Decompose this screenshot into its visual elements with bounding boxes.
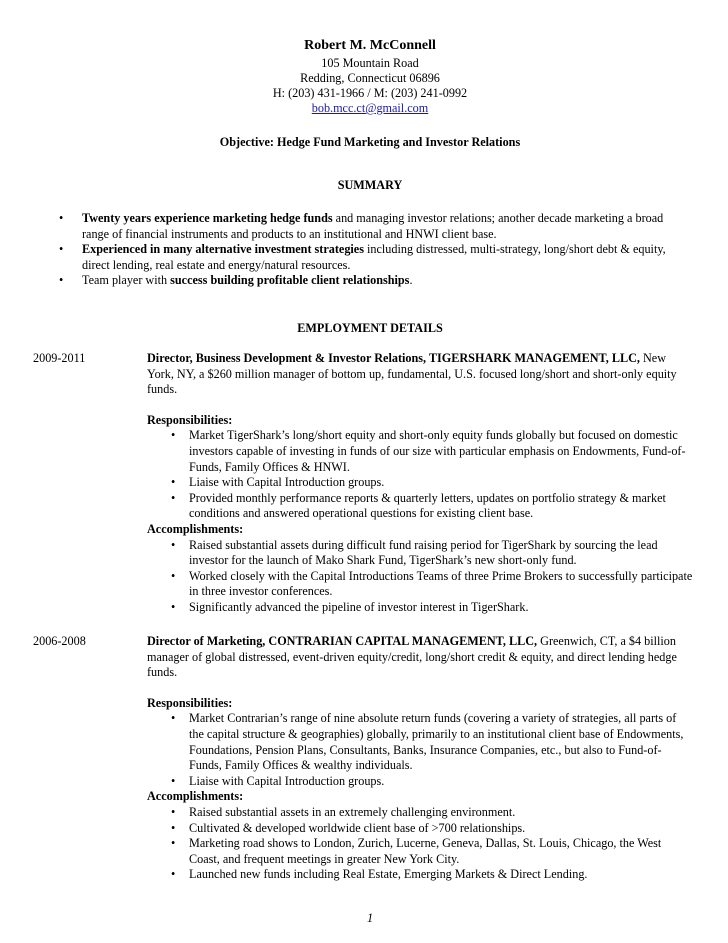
list-item [147,538,693,569]
bullet-icon: • [171,836,176,851]
city-state-zip: Redding, Connecticut 06896 [300,71,440,85]
job-title [147,351,693,398]
list-item-text: Liaise with Capital Introduction groups. [189,475,385,490]
responsibilities-list [147,711,693,789]
bullet-icon: • [171,820,176,835]
list-item [147,600,693,616]
summary-item [54,273,682,289]
objective-line: Objective: Hedge Fund Marketing and Investor Relations [219,135,521,149]
summary-item [54,211,682,242]
summary-item-text: . [409,273,413,288]
summary-item [54,242,682,273]
list-item-text: Worked closely with the Capital Introductions Teams of three Prime Brokers to successfully participate in three investor conferences. [189,568,693,599]
accomplishments-label: Accomplishments: [147,521,244,536]
bullet-icon: • [171,804,176,819]
resume-name: Robert M. McConnell [304,38,436,53]
job-body [147,634,693,883]
job-dates: 2006-2008 [33,634,86,648]
accomplishments-label: Accomplishments: [147,789,244,804]
summary-item-highlight: Twenty years experience marketing hedge funds [82,211,333,225]
bullet-icon: • [171,711,176,726]
list-item [147,836,693,867]
list-item [147,867,693,883]
list-item [147,475,693,491]
list-item-text: Market Contrarian’s range of nine absolute return funds (covering a variety of strategies, all parts of the capital structure & geographies) globally, primarily to an institutional client base of Endowments, Foundations, Pension Plans, Consultants, Banks, Insurance Companies, etc., but also to Fund-of-Funds, Family Offices & wealthy individuals. [189,711,684,773]
summary-list [54,211,682,289]
job-entry-contrarian [33,634,693,883]
summary-heading: SUMMARY [337,178,403,192]
email-link[interactable]: bob.mcc.ct@gmail.com [311,101,429,115]
list-item [147,569,693,600]
list-item-text: Marketing road shows to London, Zurich, Lucerne, Geneva, Dallas, St. Louis, Chicago, the West Coast, and frequent meetings in greater New York City. [189,836,662,866]
list-item [147,711,693,773]
bullet-icon: • [59,211,64,225]
bullet-icon: • [171,537,176,552]
list-item [147,774,693,790]
list-item-text: Raised substantial assets in an extremely challenging environment. [189,804,516,819]
responsibilities-list [147,428,693,522]
job-body [147,351,693,616]
list-item-text: Provided monthly performance reports & quarterly letters, updates on portfolio strategy & market conditions and answered operational questions for existing client base. [189,490,666,521]
job-entry-tigershark [33,351,693,616]
bullet-icon: • [171,773,176,788]
list-item [147,805,693,821]
responsibilities-label: Responsibilities: [147,695,233,710]
summary-item-highlight: success building profitable client relationships [170,273,410,288]
bullet-icon: • [171,599,176,614]
job-title [147,634,693,681]
summary-item-highlight: Experienced in many alternative investment strategies [82,242,364,257]
summary-item-text: and managing investor relations; another decade marketing a broad range of financial instruments and products to an institutional and HNWI client base. [82,211,664,241]
list-item-text: Cultivated & developed worldwide client base of >700 relationships. [189,820,526,835]
job-title-company: Director of Marketing, CONTRARIAN CAPITAL MANAGEMENT, LLC, [147,634,538,648]
list-item-text: Liaise with Capital Introduction groups. [189,773,385,788]
responsibilities-label: Responsibilities: [147,412,233,427]
job-title-company: Director, Business Development & Investor Relations, TIGERSHARK MANAGEMENT, LLC, [147,351,640,365]
list-item [147,428,693,475]
list-item-text: Launched new funds including Real Estate, Emerging Markets & Direct Lending. [189,867,588,882]
list-item [147,821,693,837]
bullet-icon: • [171,475,176,490]
job-title-description: Greenwich, CT, a $4 billion manager of global distressed, event-driven equity/credit, long/short credit & equity, and direct lending hedge funds. [147,634,677,680]
accomplishments-list [147,538,693,616]
job-dates: 2009-2011 [33,351,86,365]
summary-item-text: Team player with [82,273,171,288]
bullet-icon: • [171,490,176,505]
bullet-icon: • [59,242,64,257]
bullet-icon: • [59,273,64,288]
page-number: 1 [366,911,374,925]
employment-heading: EMPLOYMENT DETAILS [297,321,443,335]
list-item-text: Market TigerShark’s long/short equity and short-only equity funds globally but focused on domestic investors capable of investing in funds of our size with particular emphasis on Endowments, Fund-of-Funds, Family Offices & HNWI. [189,428,686,474]
bullet-icon: • [171,428,176,443]
accomplishments-list [147,805,693,883]
list-item-text: Raised substantial assets during difficult fund raising period for TigerShark by sourcing the lead investor for the launch of Mako Shark Fund, TigerShark’s new short-only fund. [189,537,658,568]
street-address: 105 Mountain Road [321,56,419,70]
summary-item-text: including distressed, multi-strategy, long/short debt & equity, direct lending, real estate and energy/natural resources. [82,242,666,272]
bullet-icon: • [171,568,176,583]
bullet-icon: • [171,867,176,882]
list-item-text: Significantly advanced the pipeline of investor interest in TigerShark. [189,599,529,614]
job-title-description: New York, NY, a $260 million manager of bottom up, fundamental, U.S. focused long/short and short-only equity funds. [147,351,677,397]
email-line [0,101,728,117]
list-item [147,491,693,522]
phone-numbers: H: (203) 431-1966 / M: (203) 241-0992 [272,86,468,100]
